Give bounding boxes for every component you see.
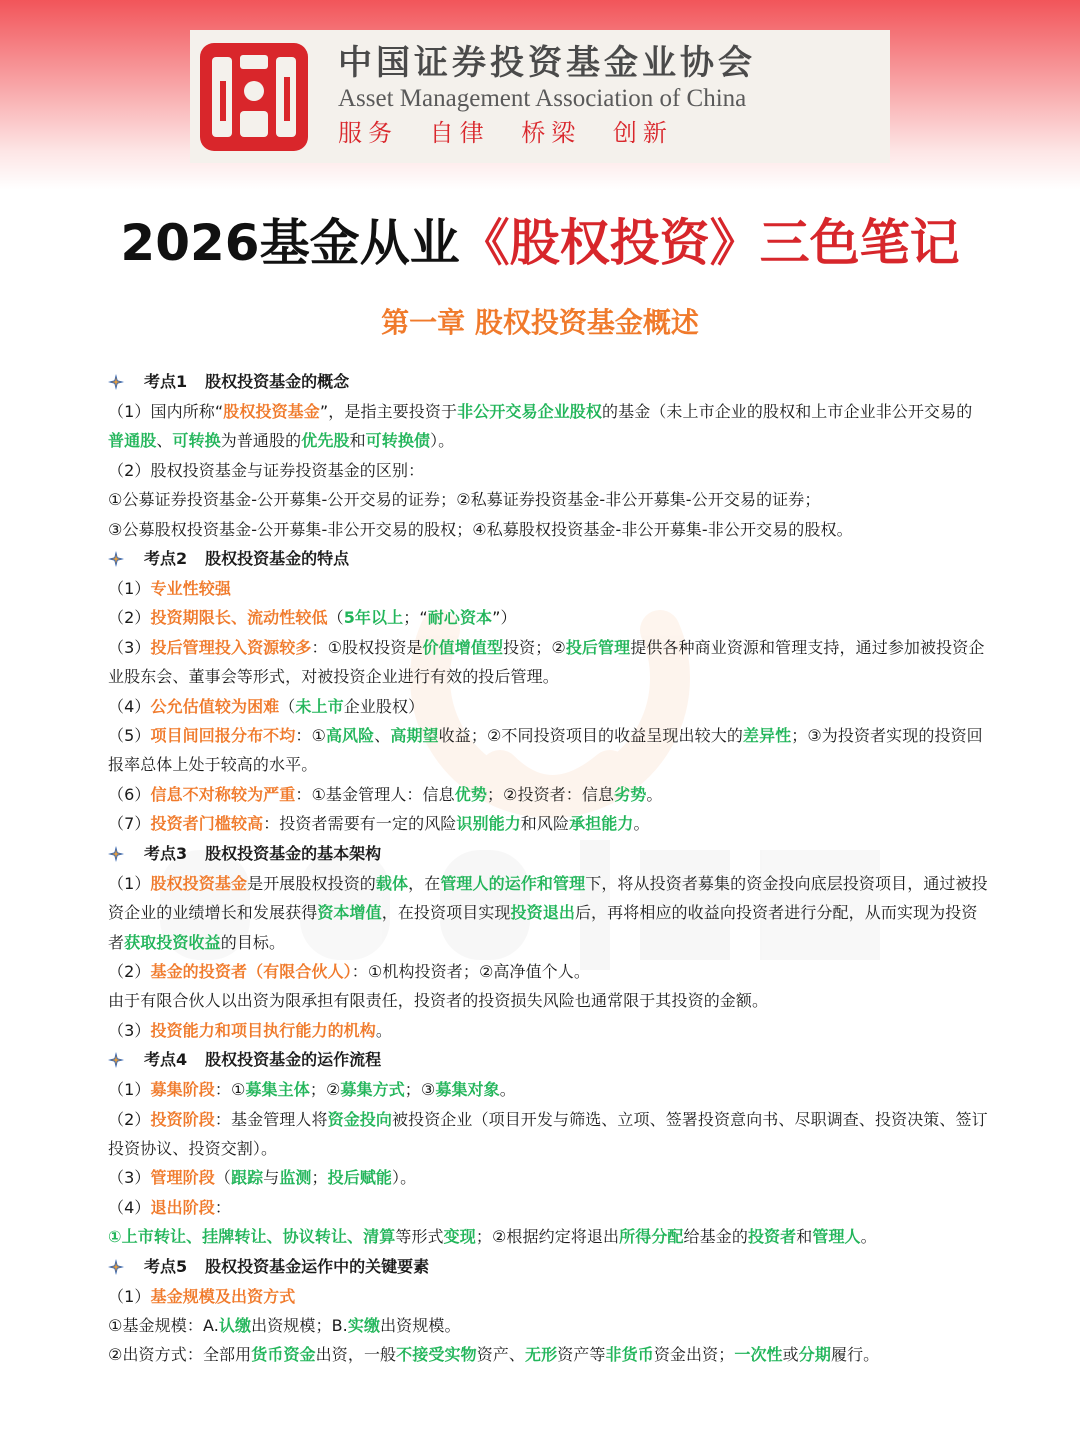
green-highlight: 投后赋能 — [327, 1168, 393, 1188]
note-text: （6） — [108, 784, 151, 804]
sparkle-icon — [108, 551, 124, 567]
note-paragraph — [108, 692, 988, 721]
green-highlight: 管理人 — [812, 1227, 861, 1247]
note-text: 资金出资； — [653, 1345, 735, 1365]
sparkle-icon — [108, 1052, 124, 1068]
orange-highlight: 投资期限长、流动性较低 — [150, 608, 328, 628]
sparkle-icon — [108, 1259, 124, 1275]
green-highlight: 普通股 — [108, 431, 157, 451]
note-text: 企业股权） — [343, 696, 425, 716]
note-text: ；② — [309, 1080, 341, 1100]
note-paragraph — [108, 1311, 988, 1340]
note-text: ：①机构投资者；②高净值个人。 — [351, 961, 590, 981]
note-text: ；“ — [403, 608, 428, 628]
note-text: ，在投资项目实现 — [381, 903, 511, 923]
orange-highlight: 项目间回报分布不均 — [150, 726, 296, 746]
note-text: ：基金管理人将 — [214, 1109, 328, 1129]
note-paragraph — [108, 397, 988, 456]
note-text: ：①股权投资是 — [311, 637, 423, 657]
green-highlight: 投资者 — [747, 1227, 797, 1247]
section-name: 股权投资基金的运作流程 — [205, 1050, 382, 1070]
note-paragraph — [108, 869, 988, 957]
green-highlight: 5年以上 — [343, 608, 404, 628]
green-highlight: 管理人的运作和管理 — [440, 873, 586, 893]
green-highlight: 实缴 — [347, 1315, 381, 1335]
section-heading — [108, 367, 988, 397]
note-paragraph — [108, 603, 988, 632]
association-name-en: Asset Management Association of China — [338, 84, 747, 112]
orange-highlight: 投资者门槛较高 — [150, 814, 264, 834]
note-text: 。 — [375, 1020, 392, 1040]
green-highlight: 所得分配 — [619, 1227, 684, 1247]
note-paragraph — [108, 809, 988, 838]
orange-highlight: 退出阶段 — [150, 1197, 215, 1217]
note-text: 资产、 — [476, 1345, 525, 1365]
section-label: 考点5 — [144, 1256, 188, 1276]
note-text: 。 — [633, 814, 650, 834]
sparkle-icon — [108, 846, 124, 862]
note-text: （1） — [108, 873, 151, 893]
green-highlight: 跟踪 — [231, 1168, 264, 1188]
green-highlight: 识别能力 — [456, 814, 521, 834]
note-paragraph — [108, 721, 988, 780]
section-label: 考点1 — [144, 372, 188, 391]
note-paragraph — [108, 1163, 988, 1192]
green-highlight: 劣势 — [614, 784, 647, 804]
section-name: 股权投资基金运作中的关键要素 — [205, 1256, 430, 1276]
title-year-part: 2026基金从业 — [120, 214, 460, 272]
note-paragraph — [108, 1282, 988, 1311]
association-name-cn: 中国证券投资基金业协会 — [338, 42, 756, 83]
note-text: 出资，一般 — [315, 1345, 397, 1365]
note-text: （3） — [108, 1020, 151, 1040]
note-text: （3） — [108, 637, 151, 657]
orange-highlight: 公允估值较为困难 — [150, 696, 280, 716]
note-text: 或 — [782, 1345, 799, 1365]
note-text: ；③为投资者实现的投资回报率总体上处于较高的水平。 — [108, 726, 983, 775]
section-label: 考点2 — [144, 549, 188, 569]
orange-highlight: 投资能力和项目执行能力的机构 — [150, 1020, 376, 1040]
orange-highlight: 股权投资基金 — [150, 873, 248, 893]
note-text: ”，是指主要投资于 — [319, 402, 458, 421]
orange-highlight: 管理阶段 — [150, 1168, 215, 1188]
green-highlight: 优先股 — [301, 431, 350, 451]
section-label: 考点4 — [144, 1050, 188, 1070]
note-text: （4） — [108, 1197, 151, 1217]
note-text: ； — [311, 1168, 328, 1188]
green-highlight: 投资退出 — [510, 903, 575, 923]
note-text: 被投资企业（项目开发与筛选、立项、签署投资意向书、尽职调查、投资决策、签订投资协议、投资交割）。 — [108, 1109, 988, 1158]
note-text: ①公募证券投资基金-公开募集-公开交易的证券；②私募证券投资基金-非公开募集-公开交易的证券； — [108, 490, 821, 510]
note-text: ）。 — [392, 1168, 417, 1188]
note-paragraph — [108, 515, 988, 544]
note-text: ②出资方式：全部用 — [108, 1345, 252, 1365]
note-paragraph — [108, 780, 988, 809]
note-paragraph — [108, 1193, 988, 1222]
note-text: 的基金（未上市企业的股权和上市企业非公开交易的 — [602, 402, 973, 421]
note-text: 为普通股的 — [220, 431, 302, 451]
note-paragraph — [108, 1105, 988, 1164]
note-paragraph — [108, 1222, 988, 1251]
note-text: （7） — [108, 814, 151, 834]
green-highlight: 无形 — [525, 1345, 558, 1365]
green-highlight: 获取投资收益 — [124, 932, 221, 952]
note-text: ，在 — [408, 873, 441, 893]
note-text: 、 — [156, 431, 173, 451]
green-highlight: 监测 — [279, 1168, 312, 1188]
note-paragraph — [108, 456, 988, 485]
note-text: ：投资者需要有一定的风险 — [263, 814, 457, 834]
green-highlight: 耐心资本 — [427, 608, 493, 628]
note-text: （1） — [108, 579, 151, 599]
notes-content — [108, 367, 988, 1370]
green-highlight: 未上市 — [295, 696, 344, 716]
note-text: 出资规模；B. — [251, 1315, 348, 1335]
note-text: （1） — [108, 1080, 151, 1100]
green-highlight: 非公开交易企业股权 — [457, 402, 602, 421]
green-highlight: 变现 — [443, 1227, 476, 1247]
orange-highlight: 基金规模及出资方式 — [150, 1286, 296, 1306]
note-text: 与 — [263, 1168, 280, 1188]
orange-highlight: 募集阶段 — [150, 1080, 215, 1100]
chapter-title: 第一章 股权投资基金概述 — [381, 306, 699, 339]
green-highlight: 高期望 — [390, 726, 439, 746]
green-highlight: ①上市转让、挂牌转让、协议转让、清算 — [108, 1227, 396, 1247]
note-text: 由于有限合伙人以出资为限承担有限责任，投资者的投资损失风险也通常限于其投资的金额。 — [108, 991, 769, 1011]
note-text: 等形式 — [395, 1227, 444, 1247]
note-text: （4） — [108, 696, 151, 716]
green-highlight: 优势 — [454, 784, 487, 804]
green-highlight: 可转换 — [172, 431, 221, 451]
note-paragraph — [108, 986, 988, 1015]
note-text: （ — [327, 608, 344, 628]
green-highlight: 分期 — [798, 1345, 831, 1365]
note-text: 和 — [349, 431, 366, 451]
section-name: 股权投资基金的特点 — [205, 549, 350, 569]
green-highlight: 募集主体 — [245, 1080, 310, 1100]
association-seal-logo — [198, 41, 310, 153]
note-text: 后，再将相应的收益向投资者进行分配，从而实现为投资者 — [108, 903, 978, 952]
green-highlight: 非货币 — [605, 1345, 654, 1365]
title-subject-part: 《股权投资》三色笔记 — [459, 214, 960, 272]
note-text: ；③ — [404, 1080, 436, 1100]
section-label: 考点3 — [144, 843, 188, 863]
association-motto: 服务 自律 桥梁 创新 — [338, 118, 673, 147]
note-text: 投资；② — [503, 637, 566, 657]
note-text: （2） — [108, 1109, 151, 1129]
green-highlight: 可转换债 — [365, 431, 431, 451]
note-text: （3） — [108, 1168, 151, 1188]
green-highlight: 高风险 — [325, 726, 375, 746]
note-text: 。 — [646, 784, 663, 804]
note-text: 收益；②不同投资项目的收益呈现出较大的 — [438, 726, 743, 746]
section-heading — [108, 1045, 988, 1075]
green-highlight: 不接受实物 — [396, 1345, 477, 1365]
section-heading — [108, 839, 988, 869]
note-text: ：① — [214, 1080, 246, 1100]
note-text: 和 — [796, 1227, 813, 1247]
note-paragraph — [108, 633, 988, 692]
note-text: 履行。 — [830, 1345, 880, 1365]
green-highlight: 投后管理 — [565, 637, 631, 657]
green-highlight: 募集方式 — [340, 1080, 405, 1100]
section-name: 股权投资基金的概念 — [205, 372, 350, 391]
note-paragraph — [108, 1075, 988, 1104]
note-text: 提供各种商业资源和管理支持，通过参加被投资企业股东会、董事会等形式，对被投资企业进行有效的投后管理。 — [108, 637, 985, 687]
orange-highlight: 基金的投资者（有限合伙人） — [150, 961, 352, 981]
note-text: 的目标。 — [220, 932, 286, 952]
note-text: ；②投资者：信息 — [486, 784, 615, 804]
orange-highlight: 投资阶段 — [150, 1109, 215, 1129]
note-text: ：①基金管理人：信息 — [295, 784, 455, 804]
section-heading — [108, 1252, 988, 1282]
note-text: ；②根据约定将退出 — [475, 1227, 620, 1247]
note-text: ①基金规模：A. — [108, 1315, 219, 1335]
note-text: 是开展股权投资的 — [247, 873, 376, 893]
note-paragraph — [108, 1340, 988, 1369]
orange-highlight: 投后管理投入资源较多 — [150, 637, 312, 657]
note-text: 资产等 — [557, 1345, 606, 1365]
note-text: ：① — [295, 726, 326, 746]
note-text: （2） — [108, 608, 151, 628]
note-text: ③公募股权投资基金-公开募集-非公开交易的股权；④私募股权投资基金-非公开募集-非公开交易的股权。 — [108, 519, 853, 539]
note-text: 出资规模。 — [380, 1315, 461, 1335]
orange-highlight: 专业性较强 — [150, 579, 231, 599]
section-heading — [108, 544, 988, 574]
note-text: 。 — [499, 1080, 516, 1100]
note-text: （5） — [108, 726, 151, 746]
note-paragraph — [108, 574, 988, 603]
note-text: 。 — [860, 1227, 877, 1247]
association-banner — [190, 30, 890, 163]
note-text: （ — [214, 1168, 231, 1188]
orange-highlight: 股权投资基金 — [223, 402, 320, 421]
green-highlight: 资本增值 — [317, 903, 382, 923]
green-highlight: 募集对象 — [435, 1080, 500, 1100]
note-text: （ — [279, 696, 296, 716]
note-text: （1） — [108, 1286, 151, 1306]
green-highlight: 承担能力 — [569, 814, 634, 834]
note-paragraph — [108, 485, 988, 514]
green-highlight: 货币资金 — [251, 1345, 316, 1365]
note-text: （2）股权投资基金与证券投资基金的区别： — [108, 460, 425, 480]
note-text: 下，将从投资者募集的资金投向底层投资项目，通过被投资企业的业绩增长和发展获得 — [108, 873, 988, 923]
sparkle-icon — [108, 374, 124, 390]
note-text: 给基金的 — [683, 1227, 748, 1247]
note-paragraph — [108, 1016, 988, 1045]
orange-highlight: 信息不对称较为严重 — [150, 784, 296, 804]
green-highlight: 认缴 — [218, 1315, 252, 1335]
note-text: 、 — [374, 726, 391, 746]
green-highlight: 价值增值型 — [422, 637, 504, 657]
note-text: ： — [214, 1197, 231, 1217]
green-highlight: 差异性 — [742, 726, 792, 746]
page-title — [0, 208, 1080, 278]
note-text: （2） — [108, 961, 151, 981]
note-paragraph — [108, 957, 988, 986]
note-text: （1）国内所称“ — [108, 402, 224, 421]
green-highlight: 一次性 — [734, 1345, 783, 1365]
green-highlight: 载体 — [375, 873, 409, 893]
green-highlight: 资金投向 — [327, 1109, 392, 1129]
note-text: ）。 — [430, 431, 455, 451]
note-text: 和风险 — [520, 814, 570, 834]
note-text: ”） — [492, 608, 517, 628]
section-name: 股权投资基金的基本架构 — [205, 843, 382, 863]
